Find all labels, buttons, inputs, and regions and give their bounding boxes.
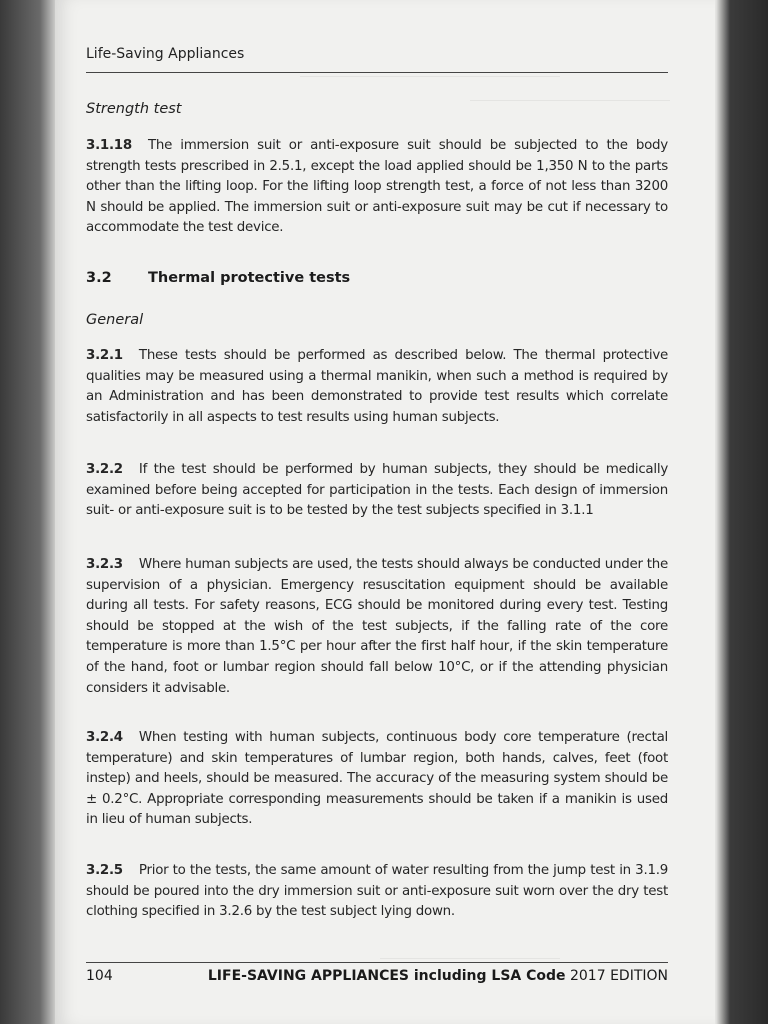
paragraph-text: Prior to the tests, the same amount of water resulting from the jump test in 3.1.9 should be poured into the dry immersion suit or anti-exposure suit worn over the dry test clothing specified in 3.2.6 by the test subject lying down. bbox=[86, 863, 668, 920]
running-footer bbox=[86, 968, 668, 984]
paragraph-3-2-3 bbox=[86, 555, 668, 699]
paragraph-text: The immersion suit or anti-exposure suit should be subjected to the body strength tests prescribed in 2.5.1, except the load applied should be 1,350 N to the parts other than the lifting loop. For the lifting loop strength test, a force of not less than 3200 N should be applied. The immersion suit or anti-exposure suit may be cut if necessary to accommodate the test device. bbox=[86, 138, 668, 236]
paragraph-number: 3.2.1 bbox=[86, 348, 123, 363]
running-header: Life-Saving Appliances bbox=[86, 46, 245, 62]
paragraph-3-2-4 bbox=[86, 728, 668, 831]
paragraph-text: Where human subjects are used, the tests should always be conducted under the supervision of a physician. Emergency resuscitation equipment should be available during all tests. For safety reasons, ECG should be monitored during every test. Testing should be stopped at the wish of the test subjects, if the falling rate of the core temperature is more than 1.5°C per hour after the first half hour, if the skin temperature of the hand, foot or lumbar region should fall below 10°C, or if the attending physician considers it advisable. bbox=[86, 557, 668, 696]
bleed-through-mark bbox=[300, 76, 560, 77]
paragraph-number: 3.2.4 bbox=[86, 730, 123, 745]
paragraph-text: These tests should be performed as described below. The thermal protective qualities may be measured using a thermal manikin, when such a method is required by an Administration and has been demonstrated to provide test results which correlate satisfactorily in all aspects to test results using human subjects. bbox=[86, 348, 668, 425]
paragraph-number: 3.2.2 bbox=[86, 462, 123, 477]
bleed-through-mark bbox=[380, 958, 560, 959]
subheading-general: General bbox=[86, 312, 144, 328]
paragraph-number: 3.2.5 bbox=[86, 863, 123, 878]
paragraph-3-2-5 bbox=[86, 861, 668, 923]
paragraph-number: 3.2.3 bbox=[86, 557, 123, 572]
section-heading bbox=[86, 270, 350, 286]
book-title bbox=[208, 968, 668, 984]
page-number: 104 bbox=[86, 968, 113, 984]
paragraph-text: If the test should be performed by human subjects, they should be medically examined before being accepted for participation in the tests. Each design of immersion suit- or anti-exposure suit is to be tested by the test subjects specified in 3.1.1 bbox=[86, 462, 668, 519]
paragraph-3-1-18 bbox=[86, 136, 668, 239]
book-title-bold: LIFE-SAVING APPLIANCES including LSA Code bbox=[207, 968, 566, 984]
footer-rule bbox=[86, 962, 668, 963]
bleed-through-mark bbox=[470, 100, 670, 101]
section-number: 3.2 bbox=[86, 270, 112, 286]
paragraph-number: 3.1.18 bbox=[86, 138, 132, 153]
header-rule bbox=[86, 72, 668, 73]
subheading-strength-test: Strength test bbox=[86, 101, 182, 117]
paragraph-3-2-2 bbox=[86, 460, 668, 522]
paragraph-text: When testing with human subjects, continuous body core temperature (rectal temperature) and skin temperatures of lumbar region, both hands, calves, feet (foot instep) and heels, should be measured. The accuracy of the measuring system should be ± 0.2°C. Appropriate corresponding measurements should be taken if a manikin is used in lieu of human subjects. bbox=[86, 730, 668, 828]
book-title-edition: 2017 EDITION bbox=[569, 968, 668, 984]
section-title: Thermal protective tests bbox=[148, 270, 351, 286]
paragraph-3-2-1 bbox=[86, 346, 668, 428]
